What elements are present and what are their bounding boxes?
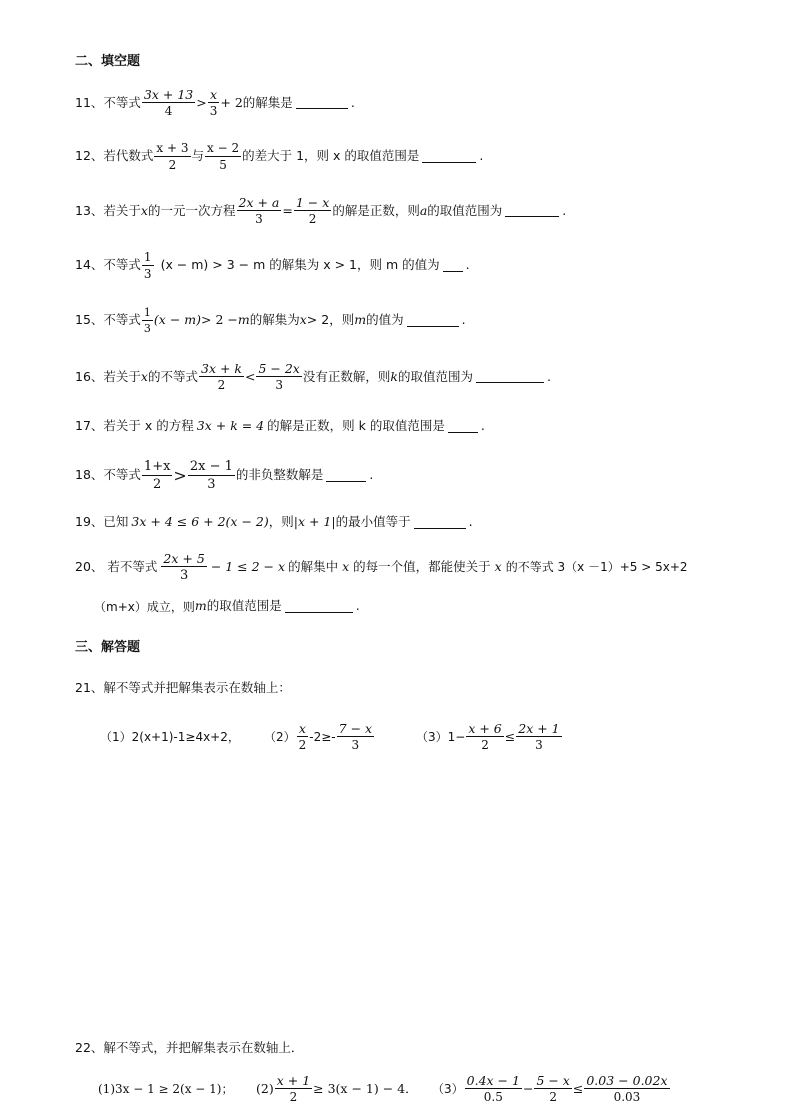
fraction: $\frac{1 - x}{2}$ bbox=[295, 195, 330, 227]
answer-blank[interactable] bbox=[285, 600, 353, 613]
section-title-solve: 三、解答题 bbox=[75, 640, 141, 655]
answer-blank[interactable] bbox=[296, 96, 348, 109]
question-15: 15、 不等式 $\frac{1}{3}$ (x − m) > 2 − m 的解集为 x > 2，则 m 的值为 . bbox=[75, 306, 466, 335]
question-22: 22、 解不等式，并把解集表示在数轴上． bbox=[75, 1040, 304, 1055]
question-11: 11、 不等式 $\frac{3x + 13}{4}$ > $\frac{x}{3}$ + 2 的解集是 . bbox=[75, 87, 355, 119]
question-number: 22、 bbox=[75, 1040, 104, 1055]
fraction: $\frac{2x - 1}{3}$ bbox=[189, 459, 233, 492]
part-2: (2) $\frac{x + 1}{2}$ ≥ 3(x − 1) − 4． bbox=[256, 1073, 418, 1105]
fraction: $\frac{x + 6}{2}$ bbox=[468, 721, 502, 753]
part-2: （2） $\frac{x}{2}$ -2≥- $\frac{7 - x}{3}$ bbox=[264, 721, 373, 753]
question-22-parts bbox=[98, 1074, 671, 1104]
question-18: 18、 不等式 $\frac{1+x}{2}$ > $\frac{2x - 1}{3}$ 的非负整数解是 . bbox=[75, 459, 374, 492]
question-number: 11、 bbox=[75, 94, 104, 110]
question-14: 14、 不等式 $\frac{1}{3}$ (x − m) > 3 − m 的解集为 x > 1，则 m 的值为 . bbox=[75, 250, 470, 281]
part-3: （3）1− $\frac{x + 6}{2}$ ≤ $\frac{2x + 1}{3}$ bbox=[416, 721, 560, 753]
answer-blank[interactable] bbox=[476, 370, 544, 383]
question-21-parts bbox=[100, 722, 563, 752]
question-20: 20、 若不等式 $\frac{2x + 5}{3}$ − 1 ≤ 2 − x 的解集中 x 的每一个值，都能使关于 x 的不等式 3（x －1）+5 > 5x+2 bbox=[75, 551, 688, 584]
question-number: 12、 bbox=[75, 148, 104, 164]
question-17: 17、 若关于 x 的方程 3x + k = 4 的解是正数，则 k 的取值范围是 . bbox=[75, 418, 485, 434]
fraction: $\frac{x}{3}$ bbox=[209, 87, 218, 119]
fraction: $\frac{5 - 2x}{3}$ bbox=[258, 361, 300, 393]
answer-blank[interactable] bbox=[407, 314, 459, 327]
question-number: 17、 bbox=[75, 418, 104, 434]
question-13: 13、 若关于 x 的一元一次方程 $\frac{2x + a}{3}$ = $\frac{1 - x}{2}$ 的解是正数，则 a 的取值范围为 . bbox=[75, 195, 567, 227]
question-number: 19、 bbox=[75, 514, 104, 530]
fraction: $\frac{3x + 13}{4}$ bbox=[143, 87, 194, 119]
section-title-fill-blank: 二、填空题 bbox=[75, 54, 141, 69]
question-number: 18、 bbox=[75, 467, 104, 483]
question-12: 12、 若代数式 $\frac{x + 3}{2}$ 与 $\frac{x - 2}{5}$ 的差大于 1，则 x 的取值范围是 . bbox=[75, 141, 484, 172]
part-3: （3） $\frac{0.4x - 1}{0.5}$ − $\frac{5 - x}{2}$ ≤ $\frac{0.03 - 0.02x}{0.03}$ bbox=[432, 1073, 668, 1105]
fraction: $\frac{0.4x - 1}{0.5}$ bbox=[466, 1073, 520, 1105]
question-19: 19、 已知 3x + 4 ≤ 6 + 2(x − 2) ，则 |x + 1| 的最小值等于 . bbox=[75, 514, 473, 530]
fraction: $\frac{x}{2}$ bbox=[298, 721, 307, 753]
answer-blank[interactable] bbox=[422, 150, 476, 163]
fraction: $\frac{1+x}{2}$ bbox=[143, 459, 171, 492]
fraction: $\frac{2x + 1}{3}$ bbox=[518, 721, 560, 753]
question-20-continued: （m+x）成立，则 m 的取值范围是 . bbox=[94, 598, 360, 614]
fraction: $\frac{7 - x}{3}$ bbox=[338, 721, 373, 753]
fraction: $\frac{x + 3}{2}$ bbox=[156, 141, 189, 172]
question-number: 13、 bbox=[75, 202, 104, 218]
fraction: $\frac{1}{3}$ bbox=[143, 250, 152, 281]
fraction: $\frac{5 - x}{2}$ bbox=[536, 1073, 570, 1105]
fraction: $\frac{2x + 5}{3}$ bbox=[163, 551, 205, 584]
fraction: $\frac{2x + a}{3}$ bbox=[238, 195, 280, 227]
question-number: 14、 bbox=[75, 257, 104, 273]
answer-blank[interactable] bbox=[326, 469, 366, 482]
answer-blank[interactable] bbox=[505, 204, 559, 217]
answer-blank[interactable] bbox=[443, 259, 463, 272]
question-number: 20、 bbox=[75, 559, 104, 575]
question-number: 16、 bbox=[75, 368, 104, 384]
part-1: （1）2(x+1)-1≥4x+2， bbox=[100, 729, 240, 744]
answer-blank[interactable] bbox=[448, 420, 478, 433]
fraction: $\frac{0.03 - 0.02x}{0.03}$ bbox=[586, 1073, 668, 1105]
question-number: 21、 bbox=[75, 680, 104, 695]
part-1: (1)3x − 1 ≥ 2(x − 1)； bbox=[98, 1081, 234, 1096]
fraction: $\frac{x - 2}{5}$ bbox=[207, 141, 240, 172]
question-number: 15、 bbox=[75, 312, 104, 328]
fraction: $\frac{3x + k}{2}$ bbox=[201, 361, 242, 393]
question-16: 16、 若关于 x 的不等式 $\frac{3x + k}{2}$ < $\frac{5 - 2x}{3}$ 没有正数解，则 k 的取值范围为 . bbox=[75, 361, 551, 393]
answer-blank[interactable] bbox=[414, 516, 466, 529]
fraction: $\frac{1}{3}$ bbox=[143, 306, 151, 335]
question-21: 21、 解不等式并把解集表示在数轴上： bbox=[75, 680, 291, 695]
fraction: $\frac{x + 1}{2}$ bbox=[276, 1073, 311, 1105]
